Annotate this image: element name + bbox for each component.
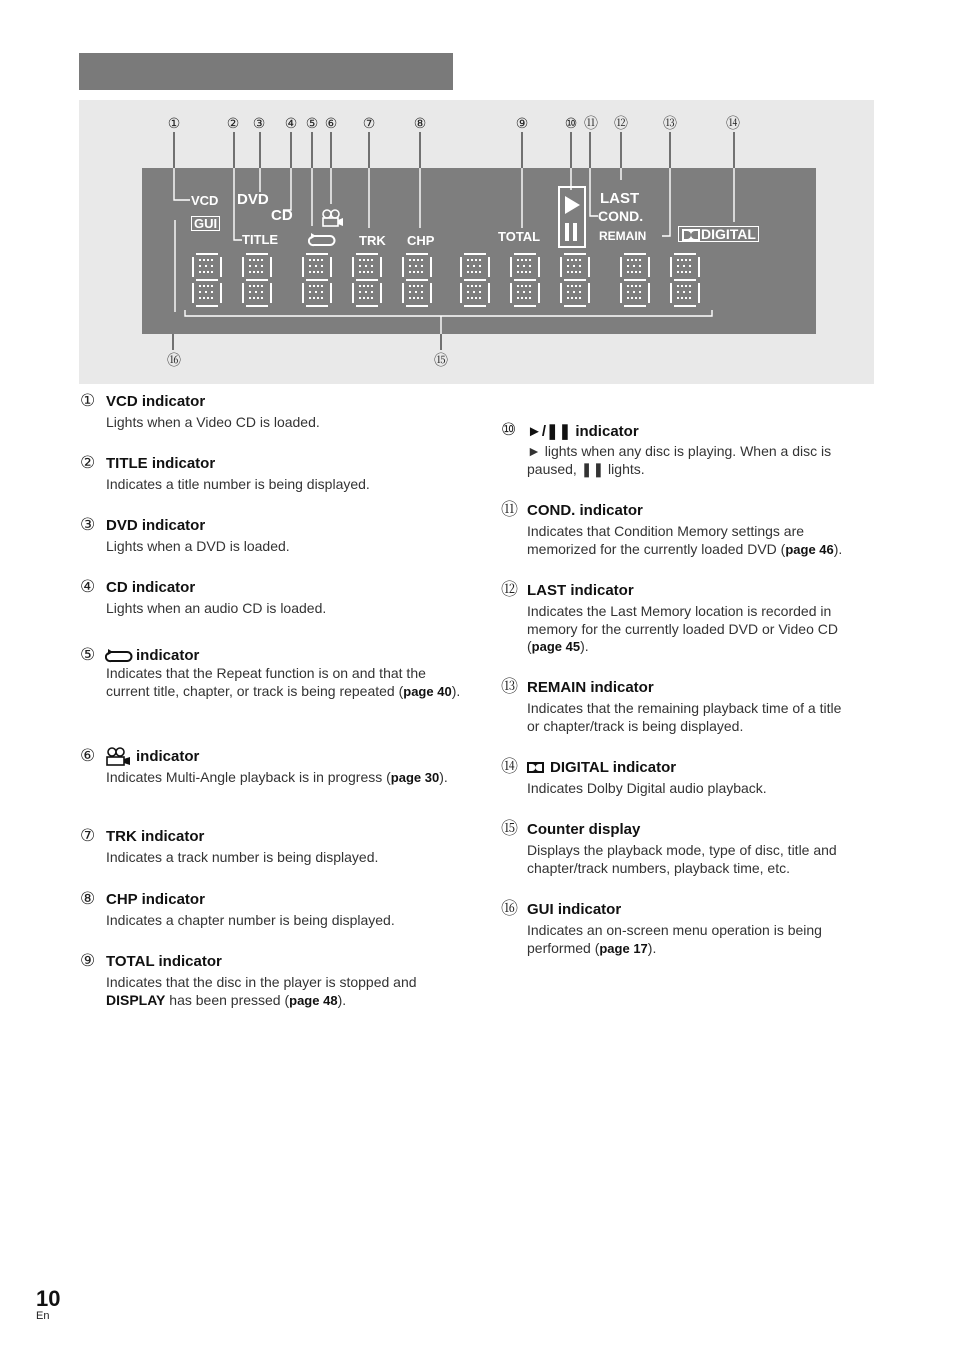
language-code: En bbox=[36, 1310, 50, 1322]
item-number: ⑯ bbox=[501, 899, 518, 918]
callout-1: ① bbox=[167, 115, 181, 131]
page-ref: page 17 bbox=[599, 940, 648, 956]
play-pause-indicator bbox=[558, 186, 586, 248]
section-title-bar bbox=[79, 53, 453, 90]
item-body: Indicates that Condition Memory settings are memorized for the currently loaded DVD (page 46). bbox=[527, 523, 843, 557]
item-heading: TITLE indicator bbox=[106, 455, 216, 472]
page-ref: page 40 bbox=[403, 683, 452, 699]
list-item bbox=[80, 646, 470, 720]
item-body: Indicates that the disc in the player is stopped and DISPLAY has been pressed (page 48). bbox=[106, 974, 417, 1008]
item-number: ⑮ bbox=[501, 819, 518, 838]
item-heading: CHP indicator bbox=[106, 891, 205, 908]
total-label: TOTAL bbox=[498, 229, 541, 244]
item-number: ⑪ bbox=[501, 500, 518, 519]
last-label: LAST bbox=[600, 190, 640, 207]
item-body: ► lights when any disc is playing. When a disc is paused, ❚❚ lights. bbox=[527, 443, 832, 477]
item-body: Lights when a Video CD is loaded. bbox=[106, 414, 320, 430]
callout-5: ⑤ bbox=[305, 115, 319, 131]
callout-13: ⑬ bbox=[663, 115, 677, 131]
item-number: ⑭ bbox=[501, 757, 518, 776]
dolby-icon bbox=[682, 229, 700, 241]
callout-15: ⑮ bbox=[434, 352, 448, 368]
cd-label: CD bbox=[271, 207, 293, 224]
item-heading: LAST indicator bbox=[527, 582, 634, 599]
callout-6: ⑥ bbox=[324, 115, 338, 131]
callout-14: ⑭ bbox=[726, 115, 740, 131]
item-body: Indicates a track number is being displayed. bbox=[106, 849, 379, 865]
item-heading: TRK indicator bbox=[106, 828, 205, 845]
list-item bbox=[501, 820, 901, 880]
gui-label: GUI bbox=[191, 216, 220, 231]
digital-label: DIGITAL bbox=[678, 226, 759, 242]
item-body: Indicates an on-screen menu operation is being performed (page 17). bbox=[527, 922, 822, 956]
item-heading: indicator bbox=[136, 647, 200, 664]
item-number: ⑧ bbox=[80, 889, 96, 908]
chp-label: CHP bbox=[407, 233, 435, 248]
item-number: ⑥ bbox=[80, 746, 96, 765]
list-item bbox=[501, 581, 901, 659]
callout-10: ⑩ bbox=[564, 115, 578, 131]
list-item bbox=[80, 516, 470, 556]
item-number: ⑨ bbox=[80, 951, 96, 970]
trk-label: TRK bbox=[359, 233, 386, 248]
play-icon bbox=[560, 188, 584, 246]
list-item bbox=[501, 900, 901, 960]
repeat-icon bbox=[308, 232, 336, 248]
callout-3: ③ bbox=[252, 115, 266, 131]
page-ref: page 45 bbox=[531, 639, 581, 654]
item-body: Indicates Dolby Digital audio playback. bbox=[527, 780, 767, 796]
item-heading: ►/❚❚ indicator bbox=[527, 423, 639, 440]
list-item bbox=[80, 454, 470, 494]
item-heading: indicator bbox=[136, 748, 200, 765]
page-ref: page 46 bbox=[785, 541, 834, 557]
item-number: ⑫ bbox=[501, 580, 518, 599]
list-item bbox=[501, 421, 901, 481]
callout-4: ④ bbox=[284, 115, 298, 131]
item-body: Indicates that the Repeat function is on and that the current title, chapter, or track is being repeated (page 40). bbox=[106, 665, 461, 699]
item-heading: DIGITAL indicator bbox=[550, 759, 677, 776]
item-body: Lights when an audio CD is loaded. bbox=[106, 600, 327, 616]
item-number: ⑬ bbox=[501, 677, 518, 696]
item-body: Lights when a DVD is loaded. bbox=[106, 538, 290, 554]
item-body: Indicates Multi-Angle playback is in progress (page 30). bbox=[106, 769, 448, 785]
remain-label: REMAIN bbox=[599, 229, 647, 243]
list-item bbox=[501, 678, 901, 738]
list-item bbox=[80, 747, 470, 807]
list-item bbox=[501, 758, 901, 798]
counter-display bbox=[190, 253, 710, 311]
page-ref: page 30 bbox=[390, 770, 440, 785]
item-heading: COND. indicator bbox=[527, 502, 643, 519]
dolby-icon bbox=[527, 762, 544, 773]
item-number: ① bbox=[80, 391, 96, 410]
list-item bbox=[80, 392, 470, 432]
repeat-icon bbox=[105, 648, 133, 664]
list-item bbox=[80, 578, 470, 618]
callout-11: ⑪ bbox=[584, 115, 598, 131]
list-item bbox=[80, 827, 470, 867]
item-heading: REMAIN indicator bbox=[527, 679, 654, 696]
list-item bbox=[80, 890, 470, 930]
page-ref: page 48 bbox=[289, 992, 338, 1008]
callout-8: ⑧ bbox=[413, 115, 427, 131]
item-heading: CD indicator bbox=[106, 579, 196, 596]
item-body: Indicates that the remaining playback time of a title or chapter/track is being displayed. bbox=[527, 700, 842, 734]
list-item bbox=[501, 501, 901, 561]
item-number: ② bbox=[80, 453, 96, 472]
item-number: ⑤ bbox=[80, 645, 96, 664]
item-heading: Counter display bbox=[527, 821, 641, 838]
callout-2: ② bbox=[226, 115, 240, 131]
item-heading: VCD indicator bbox=[106, 393, 206, 410]
item-heading: GUI indicator bbox=[527, 901, 622, 918]
item-number: ⑩ bbox=[501, 420, 517, 439]
dvd-label: DVD bbox=[237, 191, 269, 208]
callout-12: ⑫ bbox=[614, 115, 628, 131]
vcd-label: VCD bbox=[191, 193, 219, 208]
item-body: Displays the playback mode, type of disc, title and chapter/track numbers, playback time, etc. bbox=[527, 842, 837, 876]
item-number: ③ bbox=[80, 515, 96, 534]
page-number: 10 bbox=[36, 1286, 61, 1311]
item-number: ⑦ bbox=[80, 826, 96, 845]
callout-9: ⑨ bbox=[515, 115, 529, 131]
list-item bbox=[80, 952, 470, 1012]
item-body: Indicates a chapter number is being displayed. bbox=[106, 912, 395, 928]
angle-camera-icon bbox=[321, 209, 345, 227]
angle-camera-icon bbox=[105, 747, 133, 767]
item-body: Indicates a title number is being displayed. bbox=[106, 476, 370, 492]
cond-label: COND. bbox=[598, 208, 644, 224]
callout-16: ⑯ bbox=[167, 352, 181, 368]
item-number: ④ bbox=[80, 577, 96, 596]
item-heading: DVD indicator bbox=[106, 517, 206, 534]
item-body: Indicates the Last Memory location is recorded in memory for the currently loaded DVD or Video CD (page 45). bbox=[527, 603, 838, 654]
callout-7: ⑦ bbox=[362, 115, 376, 131]
item-heading: TOTAL indicator bbox=[106, 953, 222, 970]
title-label: TITLE bbox=[242, 232, 279, 247]
